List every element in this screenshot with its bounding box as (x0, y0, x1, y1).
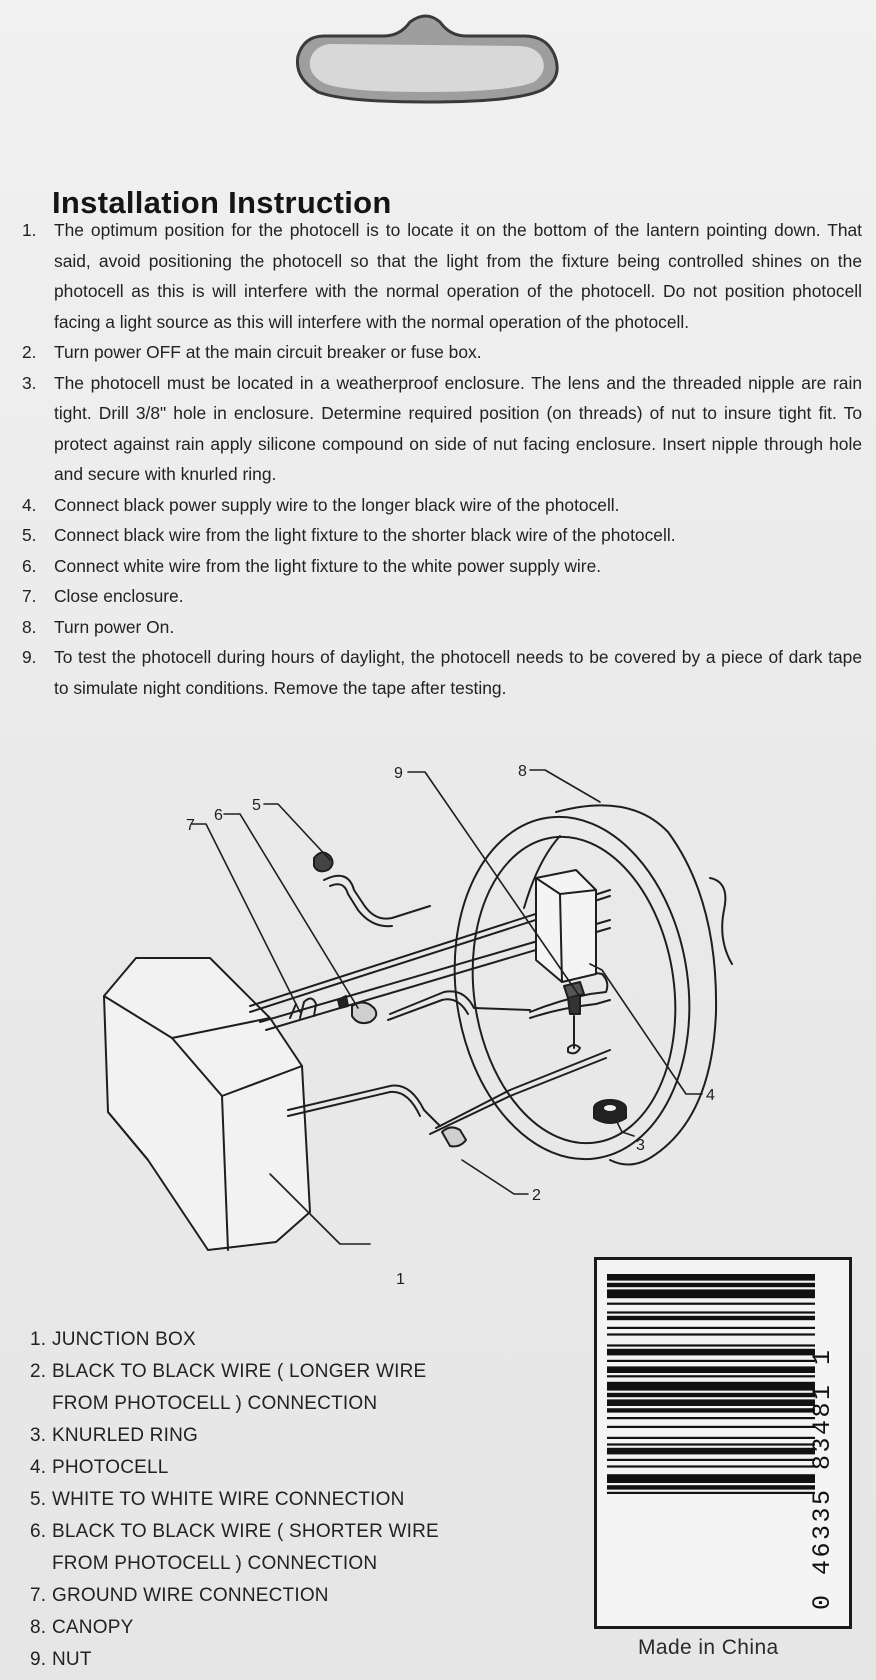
instruction-step (22, 215, 862, 337)
legend-item (30, 1484, 530, 1516)
legend-number: 4. (30, 1457, 47, 1478)
legend-item (30, 1356, 530, 1420)
barcode-bar (607, 1408, 815, 1412)
legend-item (30, 1516, 530, 1580)
step-text: Turn power OFF at the main circuit breaker or fuse box. (54, 342, 482, 362)
callout-6: 6 (214, 807, 223, 824)
legend-item (30, 1580, 530, 1612)
callout-1: 1 (396, 1271, 405, 1288)
barcode-bar (607, 1382, 815, 1391)
instruction-step (22, 490, 862, 521)
made-in-label: Made in China (638, 1636, 779, 1659)
barcode-graphic (597, 1260, 849, 1626)
barcode (594, 1257, 852, 1629)
legend-text: KNURLED RING (52, 1425, 198, 1446)
instruction-step (22, 520, 862, 551)
legend-text: BLACK TO BLACK WIRE ( SHORTER WIRE FROM PHOTOCELL ) CONNECTION (52, 1521, 439, 1574)
legend-number: 7. (30, 1585, 47, 1606)
legend-text: NUT (52, 1649, 92, 1670)
legend-number: 3. (30, 1425, 47, 1446)
legend-number: 2. (30, 1361, 47, 1382)
barcode-bar (607, 1393, 815, 1397)
barcode-bar (607, 1349, 815, 1356)
instruction-step (22, 368, 862, 490)
legend-number: 6. (30, 1521, 47, 1542)
step-text: Connect black wire from the light fixture to the shorter black wire of the photocell. (54, 525, 676, 545)
legend-item (30, 1612, 530, 1644)
legend-number: 9. (30, 1649, 47, 1670)
legend-text: JUNCTION BOX (52, 1329, 196, 1350)
callout-2: 2 (532, 1187, 541, 1204)
barcode-bar (607, 1274, 815, 1281)
barcode-digits: 0 46335 83481 1 (808, 1347, 837, 1610)
callout-7: 7 (186, 817, 195, 834)
instruction-step (22, 551, 862, 582)
barcode-bar (607, 1474, 815, 1483)
step-number: 1. (22, 220, 37, 240)
instruction-step (22, 581, 862, 612)
wiring-diagram (90, 750, 790, 1310)
instruction-step (22, 612, 862, 643)
step-text: Connect black power supply wire to the longer black wire of the photocell. (54, 494, 620, 515)
legend-item (30, 1420, 530, 1452)
barcode-bar (607, 1289, 815, 1298)
step-text: Close enclosure. (54, 586, 184, 606)
instruction-step (22, 642, 862, 703)
barcode-bar (607, 1366, 815, 1373)
callout-5: 5 (252, 797, 261, 814)
barcode-bar (607, 1437, 815, 1439)
photocell-illustration (536, 870, 596, 1053)
barcode-bar (607, 1360, 815, 1362)
step-number: 8. (22, 616, 37, 637)
legend-text: GROUND WIRE CONNECTION (52, 1585, 329, 1606)
legend-number: 8. (30, 1617, 47, 1638)
callout-3: 3 (636, 1137, 645, 1154)
barcode-bar (607, 1443, 815, 1445)
barcode-bar (607, 1311, 815, 1313)
legend-number: 1. (30, 1329, 47, 1350)
barcode-bar (607, 1417, 815, 1419)
step-text: To test the photocell during hours of daylight, the photocell needs to be covered by a piece of dark tape to simulate night conditions. Remove the tape after testing. (54, 647, 862, 698)
barcode-bar (607, 1316, 815, 1320)
step-text: The optimum position for the photocell is to locate it on the bottom of the lantern pointing down. That said, avoid positioning the photocell so that the light from the fixture being controlled shines on the photocell as this is will interfere with the normal operation of the photocell. Do not position photocell facing a light source as this will interfere with the normal operation of the photocell. (54, 220, 862, 332)
barcode-bar (607, 1492, 815, 1494)
step-number: 7. (22, 586, 37, 606)
instruction-step (22, 337, 862, 368)
legend-text: CANOPY (52, 1617, 134, 1638)
callout-9: 9 (394, 765, 403, 782)
callout-4: 4 (706, 1087, 715, 1104)
legend-text: PHOTOCELL (52, 1457, 169, 1478)
legend-item (30, 1324, 530, 1356)
step-number: 4. (22, 494, 37, 515)
barcode-bar (607, 1459, 815, 1461)
parts-legend (30, 1324, 530, 1676)
step-number: 2. (22, 342, 37, 362)
barcode-bar (607, 1465, 815, 1467)
instruction-steps (22, 215, 862, 703)
legend-text: BLACK TO BLACK WIRE ( LONGER WIRE FROM PHOTOCELL ) CONNECTION (52, 1361, 427, 1414)
barcode-bar (607, 1333, 815, 1335)
step-text: Turn power On. (54, 616, 175, 637)
legend-item (30, 1644, 530, 1676)
barcode-bar (607, 1485, 815, 1489)
step-number: 5. (22, 525, 37, 545)
barcode-bar (607, 1283, 815, 1287)
barcode-bar (607, 1448, 815, 1455)
knurled-ring-illustration (594, 1100, 626, 1123)
step-text: The photocell must be located in a weatherproof enclosure. The lens and the threaded nipple are rain tight. Drill 3/8" hole in enclosure. Determine required position (on threads) of nut to insure tight fit. To protect against rain apply silicone compound on side of nut facing enclosure. Insert nipple through hole and secure with knurled ring. (54, 372, 862, 484)
step-number: 9. (22, 647, 37, 667)
step-text: Connect white wire from the light fixture to the white power supply wire. (54, 555, 602, 576)
hang-hole (284, 6, 568, 104)
barcode-bars (607, 1274, 815, 1494)
legend-item (30, 1452, 530, 1484)
legend-number: 5. (30, 1489, 47, 1510)
barcode-bar (607, 1375, 815, 1377)
barcode-bar (607, 1344, 815, 1346)
step-number: 6. (22, 555, 37, 576)
barcode-bar (607, 1399, 815, 1406)
callout-8: 8 (518, 763, 527, 780)
barcode-bar (607, 1327, 815, 1329)
page-title: Installation Instruction (52, 185, 392, 220)
barcode-bar (607, 1303, 815, 1305)
step-number: 3. (22, 372, 37, 393)
legend-text: WHITE TO WHITE WIRE CONNECTION (52, 1489, 405, 1510)
barcode-bar (607, 1426, 815, 1428)
